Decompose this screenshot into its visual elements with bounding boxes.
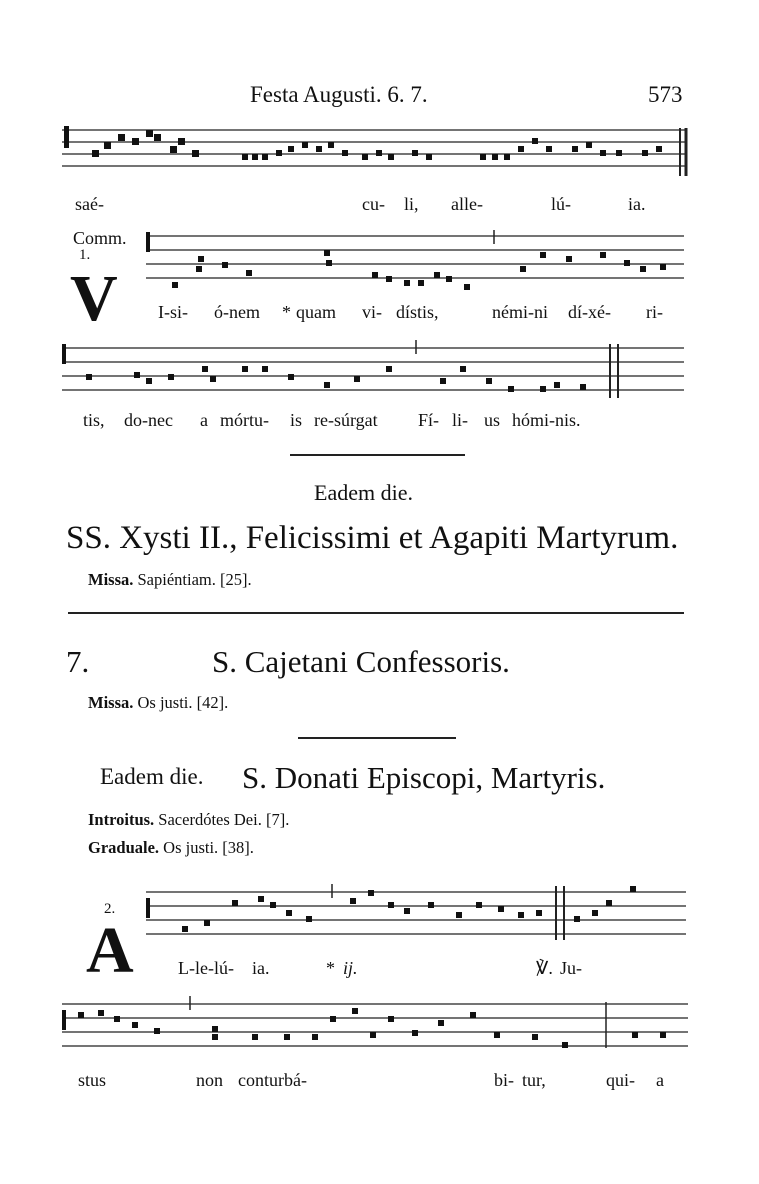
lyric-syllable: quam (296, 302, 336, 322)
staff-lines (62, 120, 690, 182)
lyric-syllable: us (484, 410, 501, 430)
mode-number: 2. (104, 901, 116, 917)
staff-lines (146, 226, 688, 296)
divider (298, 737, 456, 739)
lyric-syllable: li, (404, 194, 419, 214)
running-title: Festa Augusti. 6. 7. (250, 82, 428, 107)
missa-label: Missa. (88, 570, 134, 589)
music-staff-5 (62, 992, 690, 1058)
introitus-label: Introitus. (88, 810, 155, 829)
introitus-text: Sacerdótes Dei. [7]. (158, 810, 290, 829)
divider (290, 454, 465, 456)
versicle-sign: ℣. (536, 958, 553, 978)
lyric-syllable: cu- (362, 194, 385, 214)
music-staff-4 (146, 880, 688, 946)
lyric-syllable: dístis, (396, 302, 439, 322)
lyric-syllable: Ju- (560, 958, 582, 978)
lyric-syllable: némi-ni (492, 302, 548, 322)
lyric-syllable: ia. (628, 194, 646, 214)
lyric-syllable: do-nec (124, 410, 173, 430)
staff-lines (62, 338, 688, 408)
lyric-syllable: ri- (646, 302, 663, 322)
lyric-syllable: dí-xé- (568, 302, 611, 322)
staff-lines (62, 992, 690, 1058)
eadem-die-label: Eadem die. (100, 764, 204, 789)
feast-title: S. Donati Episcopi, Martyris. (242, 760, 606, 795)
missa-text: Os justi. [42]. (137, 693, 229, 712)
feast-title: S. Cajetani Confessoris. (212, 644, 510, 679)
lyric-syllable: vi- (362, 302, 382, 322)
graduale-line (88, 838, 254, 858)
missa-label: Missa. (88, 693, 134, 712)
lyric-syllable: alle- (451, 194, 483, 214)
page-number: 573 (648, 82, 683, 107)
mode-number: 1. (79, 247, 91, 263)
feast-title: SS. Xysti II., Felicissimi et Agapiti Martyrum. (66, 520, 679, 556)
music-staff-2 (146, 226, 688, 296)
missa-line (88, 570, 252, 590)
lyric-syllable: bi- (494, 1070, 514, 1090)
graduale-label: Graduale. (88, 838, 160, 857)
staff-lines (146, 880, 688, 946)
lyric-syllable: li- (452, 410, 468, 430)
lyric-syllable: conturbá- (238, 1070, 307, 1090)
music-staff-1 (62, 120, 690, 182)
lyric-syllable: tis, (83, 410, 105, 430)
lyric-syllable: non (196, 1070, 223, 1090)
communion-label: Comm. (73, 228, 127, 248)
lyric-syllable: saé- (75, 194, 104, 214)
initial-letter: A (86, 914, 134, 987)
introitus-line (88, 810, 289, 830)
eadem-die-heading: Eadem die. (314, 480, 413, 505)
lyric-syllable: hómi-nis. (512, 410, 581, 430)
lyric-syllable: L-le-lú- (178, 958, 234, 978)
missa-line (88, 693, 228, 713)
lyric-syllable: a (200, 410, 208, 430)
lyric-syllable: stus (78, 1070, 107, 1090)
lyric-syllable: ij. (343, 958, 358, 978)
music-staff-3 (62, 338, 688, 408)
lyric-syllable: ia. (252, 958, 270, 978)
lyric-syllable: I-si- (158, 302, 188, 322)
lyric-syllable: * (326, 958, 335, 978)
initial-letter: V (70, 262, 118, 335)
lyric-syllable: qui- (606, 1070, 635, 1090)
lyric-syllable: Fí- (418, 410, 440, 430)
section-divider (68, 612, 684, 614)
lyric-syllable: tur, (522, 1070, 546, 1090)
lyric-syllable: re-súrgat (314, 410, 378, 430)
missa-text: Sapiéntiam. [25]. (137, 570, 252, 589)
lyric-syllable: * (282, 302, 291, 322)
graduale-text: Os justi. [38]. (163, 838, 254, 857)
lyric-syllable: ó-nem (214, 302, 260, 322)
lyric-syllable: a (656, 1070, 664, 1090)
day-number: 7. (66, 644, 90, 679)
lyric-syllable: lú- (551, 194, 571, 214)
lyric-syllable: mórtu- (220, 410, 269, 430)
lyric-syllable: is (290, 410, 303, 430)
